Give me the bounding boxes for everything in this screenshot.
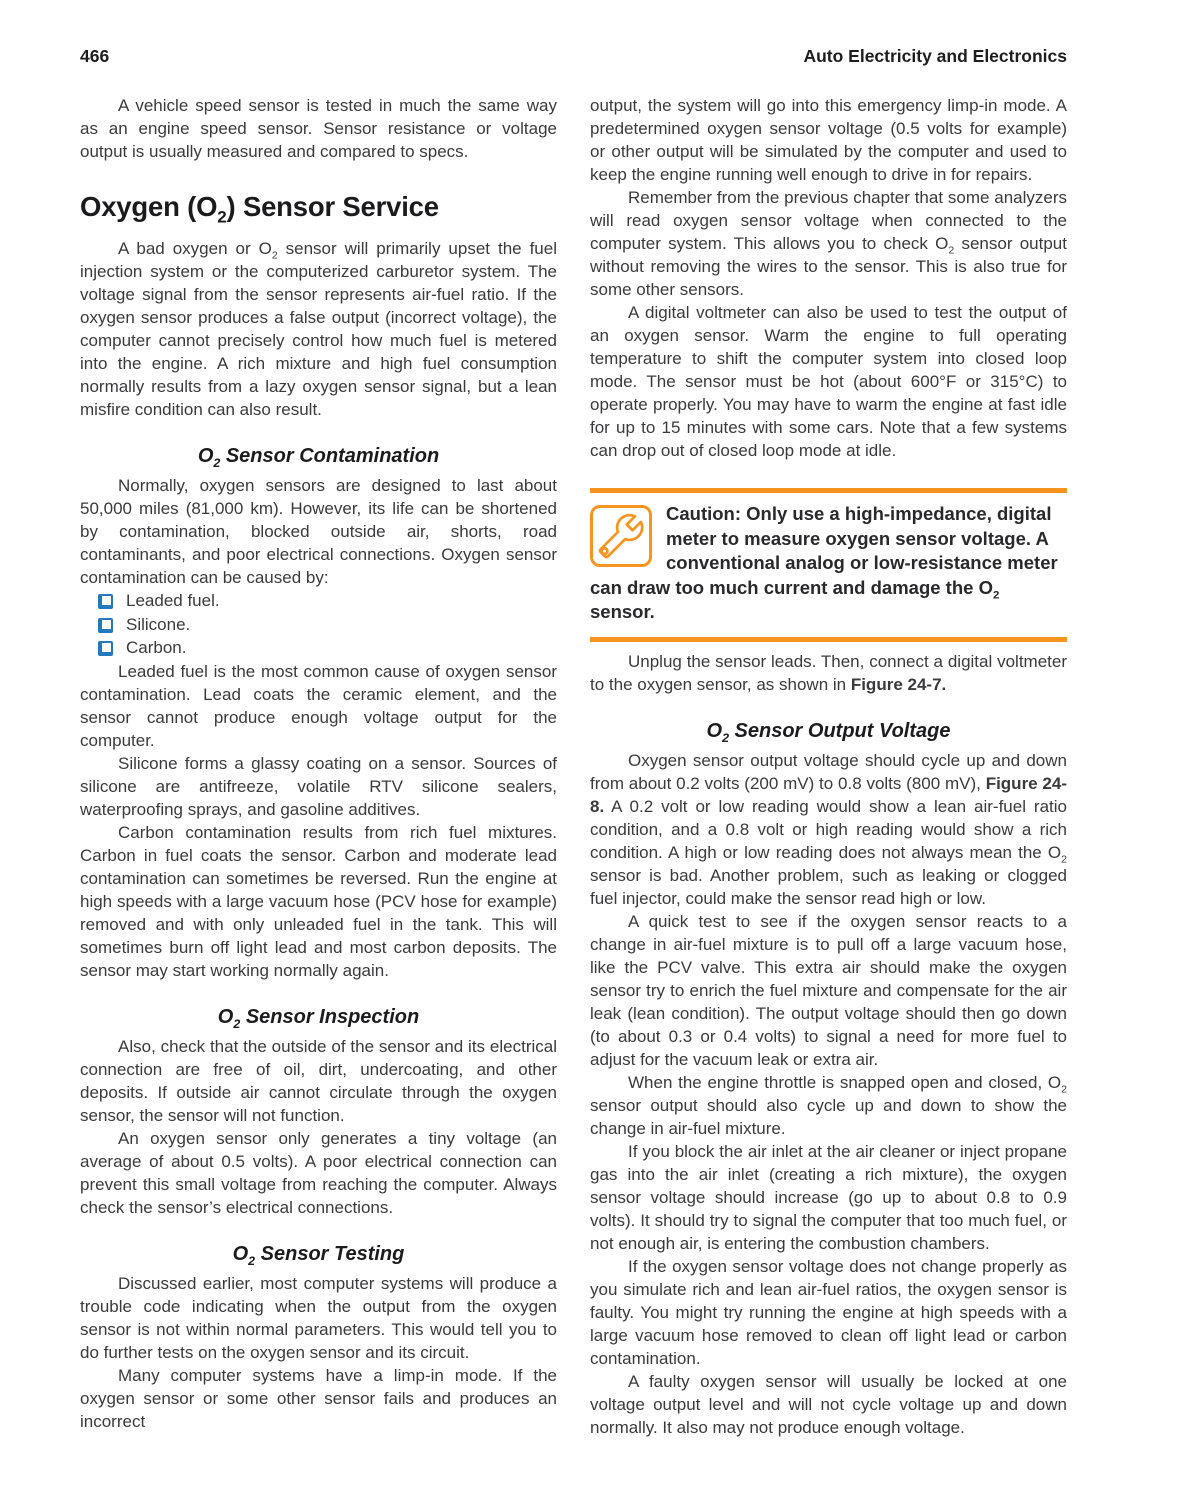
list-item: [80, 613, 557, 637]
body-paragraph: Many computer systems have a limp-in mode. If the oxygen sensor or some other sensor fails and produces an incorrect: [80, 1365, 557, 1431]
blue-square-bullet-icon: [98, 594, 113, 609]
list-item-label: Silicone.: [126, 614, 191, 634]
caution-box: [590, 488, 1067, 642]
subsection-heading-inspection: $O_2$ Sensor Inspection: [217, 1005, 420, 1031]
chapter-section-title: Oxygen $(O_2)$ Sensor Service: [80, 191, 439, 227]
body-paragraph: Also, check that the outside of the sensor and its electrical connection are free of oil, dirt, undercoating, and other deposits. If outside air cannot circulate through the oxygen sensor, the sensor will not function.: [80, 1036, 557, 1125]
body-paragraph: Carbon contamination results from rich fuel mixtures. Carbon in fuel coats the sensor. Carbon and moderate lead contamination can sometimes be reversed. Run the engine at high speeds with a large vacuum hose (PCV hose for example) removed and with only unleaded fuel in the tank. This will sometimes burn off light lead and most carbon deposits. The sensor may start working normally again.: [80, 822, 557, 980]
page-number: 466: [80, 46, 110, 66]
body-paragraph: Leaded fuel is the most common cause of oxygen sensor contamination. Lead coats the ceramic element, and the sensor cannot produce enough voltage output for the computer.: [80, 661, 557, 750]
body-paragraph: Silicone forms a glassy coating on a sensor. Sources of silicone are antifreeze, volatile RTV silicone sealers, waterproofing sprays, and gasoline additives.: [80, 753, 557, 819]
body-paragraph: A digital voltmeter can also be used to test the output of an oxygen sensor. Warm the engine to full operating temperature to shift the computer system into closed loop mode. The sensor must be hot (about 600°F or 315°C) to operate properly. You may have to warm the engine at fast idle for up to 15 minutes with some cars. Note that a few systems can drop out of closed loop mode at idle.: [590, 303, 1067, 460]
body-paragraph: Remember from the previous chapter that some analyzers will read oxygen sensor voltage when connected to the computer system. This allows you to check $O_2$ sensor output without removing the wires to the sensor. This is also true for some other sensors.: [590, 188, 1067, 299]
subsection-heading-contamination: $O_2$ Sensor Contamination: [197, 445, 440, 470]
body-paragraph: A bad oxygen or $O_2$ sensor will primarily upset the fuel injection system or the computerized carburetor system. The voltage signal from the sensor represents air-fuel ratio. If the oxygen sensor produces a false output (incorrect voltage), the computer cannot precisely control how much fuel is metered into the engine. A rich mixture and high fuel consumption normally results from a lazy oxygen sensor signal, but a lean misfire condition can also result.: [80, 239, 557, 419]
page-header: [80, 46, 1067, 67]
body-paragraph: Unplug the sensor leads. Then, connect a digital voltmeter to the oxygen sensor, as shown in Figure 24-7.: [590, 651, 1067, 694]
left-column: [80, 94, 557, 1439]
two-column-layout: [80, 94, 1067, 1439]
list-item: [80, 636, 557, 660]
running-head: Auto Electricity and Electronics: [803, 46, 1067, 66]
right-column: [590, 94, 1067, 1439]
body-paragraph: A faulty oxygen sensor will usually be locked at one voltage output level and will not cycle voltage up and down normally. It also may not produce enough voltage.: [590, 1371, 1067, 1437]
body-paragraph: Normally, oxygen sensors are designed to last about 50,000 miles (81,000 km). However, its life can be shortened by contamination, blocked outside air, shorts, road contaminants, and poor electrical connections. Oxygen sensor contamination can be caused by:: [80, 476, 557, 587]
subsection-heading-testing: $O_2$ Sensor Testing: [232, 1242, 405, 1268]
body-paragraph: output, the system will go into this emergency limp-in mode. A predetermined oxygen sensor voltage (0.5 volts for example) or other output will be simulated by the computer and used to keep the engine running well enough to drive in for repairs.: [590, 96, 1067, 184]
body-paragraph: If you block the air inlet at the air cleaner or inject propane gas into the air inlet (creating a rich mixture), the oxygen sensor voltage should increase (go up to about 0.8 to 0.9 volts). It should try to signal the computer that too much fuel, or not enough air, is entering the combustion chambers.: [590, 1141, 1067, 1253]
body-paragraph: If the oxygen sensor voltage does not change properly as you simulate rich and lean air-fuel ratios, the oxygen sensor is faulty. You might try running the engine at high speeds with a large vacuum hose removed to clean off light lead or carbon contamination.: [590, 1256, 1067, 1368]
body-paragraph: Oxygen sensor output voltage should cycle up and down from about 0.2 volts (200 mV) to 0.8 volts (800 mV), Figure 24-8. A 0.2 volt or low reading would show a lean air-fuel ratio condition, and a 0.8 volt or high reading would show a rich condition. A high or low reading does not always mean the $O_2$ sensor is bad. Another problem, such as leaking or clogged fuel injector, could make the sensor read high or low.: [590, 750, 1067, 908]
blue-square-bullet-icon: [98, 641, 113, 656]
body-paragraph: Discussed earlier, most computer systems will produce a trouble code indicating when the output from the oxygen sensor is not within normal parameters. This would tell you to do further tests on the oxygen sensor and its circuit.: [80, 1273, 557, 1362]
body-paragraph: When the engine throttle is snapped open and closed, $O_2$ sensor output should also cycle up and down to show the change in air-fuel mixture.: [590, 1072, 1067, 1138]
contamination-bullet-list: [80, 589, 557, 660]
subsection-heading-output-voltage: $O_2$ Sensor Output Voltage: [706, 719, 951, 745]
caution-text: Caution: Only use a high-impedance, digital meter to measure oxygen sensor voltage. A conventional analog or low-resistance meter can draw too much current and damage the $O_2$ sensor.: [590, 503, 1058, 622]
body-paragraph: An oxygen sensor only generates a tiny voltage (an average of about 0.5 volts). A poor electrical connection can prevent this small voltage from reaching the computer. Always check the sensor’s electrical connections.: [80, 1128, 557, 1217]
body-paragraph: A quick test to see if the oxygen sensor reacts to a change in air-fuel mixture is to pull off a large vacuum hose, like the PCV valve. This extra air should make the oxygen sensor try to enrich the fuel mixture and compensate for the air leak (lean condition). The output voltage should then go down (to about 0.3 or 0.4 volts) to signal a need for more fuel to adjust for the vacuum leak or extra air.: [590, 911, 1067, 1069]
list-item: [80, 589, 557, 613]
body-paragraph: A vehicle speed sensor is tested in much the same way as an engine speed sensor. Sensor resistance or voltage output is usually measured and compared to specs.: [80, 96, 557, 161]
wrench-icon: [590, 505, 652, 567]
blue-square-bullet-icon: [98, 618, 113, 633]
list-item-label: Leaded fuel.: [126, 591, 220, 610]
list-item-label: Carbon.: [126, 638, 187, 657]
